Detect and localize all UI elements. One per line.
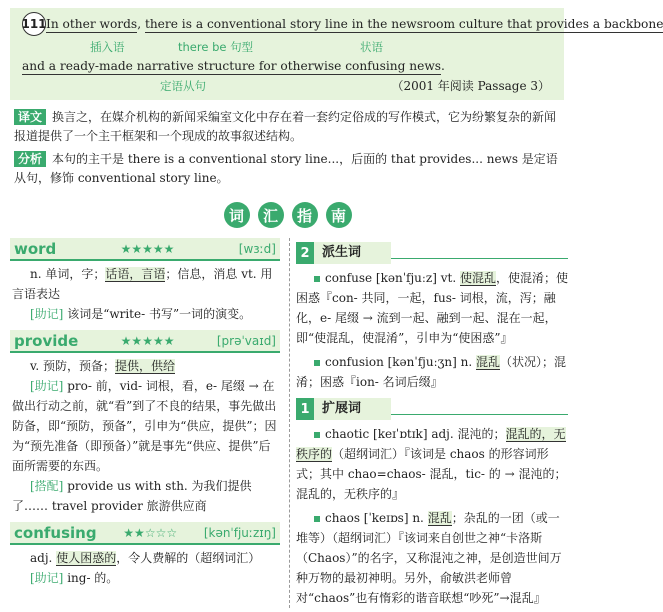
left-column — [10, 238, 280, 594]
section-number: 1 — [296, 398, 314, 420]
star-rating: ★★★★★ — [120, 242, 175, 256]
column-divider — [289, 238, 290, 608]
section-title: 扩展词 — [314, 398, 391, 420]
confuse-entry: confuse [kənˈfjuːz] vt. 使混乱，使混淆；使困惑『con- 共同，一起，fus- 词根，流，泻；融化，e- 尾缀 → 流到一起、融到一起、混在一起，即“使混乱，使混淆”，引申为“使困惑”』 — [296, 271, 569, 345]
annotation-adverbial: 状语 — [360, 40, 383, 54]
heading-char: 词 — [224, 202, 250, 228]
annotation-therebe: there be 句型 — [178, 40, 254, 54]
sentence-box — [10, 8, 663, 100]
phonetic: [prəˈvaɪd] — [216, 334, 276, 348]
chaotic-entry: chaotic [keɪˈɒtɪk] adj. 混沌的；混乱的，无秩序的（超纲词汇）『该词是 chaos 的形容词形式；其中 chao=chaos- 混乱，tic- 的 → 混沌的；混乱的，无秩序的』 — [296, 427, 567, 501]
analysis-text: 本句的主干是 there is a conventional story line...，后面的 that provides... news 是定语从句，修饰 conventional story line。 — [14, 152, 558, 185]
heading-char: 南 — [326, 202, 352, 228]
source-citation: （2001 年阅读 Passage 3） — [391, 79, 550, 93]
derived-words-header — [296, 240, 568, 266]
attributive-clause: that provides a backbone — [507, 17, 663, 31]
confusing-entry-body: adj. 使人困惑的，令人费解的（超纲词汇） [助记] ing- 的。 — [30, 551, 261, 585]
section-title: 派生词 — [314, 242, 391, 264]
confusing-entry-bar — [10, 522, 280, 544]
extended-words-header — [296, 396, 568, 422]
right-column — [296, 238, 568, 610]
headword: confusing — [14, 524, 97, 542]
analysis-paragraph — [14, 150, 564, 188]
main-clause: there is a conventional story line — [144, 17, 348, 31]
translation-tag: 译文 — [14, 109, 46, 125]
sentence-line-2: and a ready-made narrative structure for otherwise confusing news. — [22, 59, 445, 73]
provide-entry-body: v. 预防，预备；提供，供给 [助记] pro- 前，vid- 词根，看，e- 尾缀 → 在做出行动之前，就“看”到了不良的结果，事先做出防备，即“预防，预备”，引申为“供应，提供”；因为“预先准备（即预备）”就是事先“供应、提供”后面所需要的东西。 [搭配] provide us with sth. 为我们提供了…… travel provider 旅游供应商 — [12, 359, 277, 513]
word-entry-bar — [10, 238, 280, 260]
adverbial-phrase: in the newsroom culture — [347, 17, 508, 31]
vocabulary-guide-heading — [0, 202, 575, 230]
phonetic: [wɜːd] — [238, 242, 276, 256]
chaos-entry: chaos [ˈkeɪɒs] n. 混乱；杂乱的一团（或一堆等）（超纲词汇）『该词来自创世之神“卡洛斯（Chaos）”的名字，又称混沌之神，是创造世间万种万物的最初神明。另外，俞敏洪老师曾对“chaos”也有惰彩的谐音联想“吵死”→混乱』 — [296, 511, 562, 605]
analysis-tag: 分析 — [14, 151, 46, 167]
heading-char: 汇 — [258, 202, 284, 228]
sentence-number-badge: 111 — [22, 12, 46, 36]
annotation-insert: 插入语 — [90, 40, 125, 54]
confusion-entry: confusion [kənˈfjuːʒn] n. 混乱（状况）；混淆；困惑『ion- 名词后缀』 — [296, 355, 567, 389]
translation-paragraph — [14, 108, 564, 146]
phonetic: [kənˈfjuːzɪŋ] — [203, 526, 276, 540]
star-rating: ★★★★★ — [120, 334, 175, 348]
annotation-attributive: 定语从句 — [160, 79, 206, 93]
sentence-line-1: In other words, there is a conventional story line in the newsroom culture that provides a backbone — [46, 17, 663, 31]
section-number: 2 — [296, 242, 314, 264]
star-rating: ★★☆☆☆ — [123, 526, 178, 540]
provide-entry-bar — [10, 330, 280, 352]
heading-char: 指 — [292, 202, 318, 228]
headword: provide — [14, 332, 79, 350]
translation-text: 换言之，在媒介机构的新闻采编室文化中存在着一套约定俗成的写作模式，它为纷繁复杂的新闻报道提供了一个主干框架和一个现成的故事叙述结构。 — [14, 110, 557, 143]
insert-phrase: In other words — [46, 17, 138, 31]
headword: word — [14, 240, 57, 258]
word-entry-body: n. 单词，字；话语，言语；信息，消息 vt. 用言语表达 [助记] 该词是“write- 书写”一词的演变。 — [12, 267, 273, 321]
